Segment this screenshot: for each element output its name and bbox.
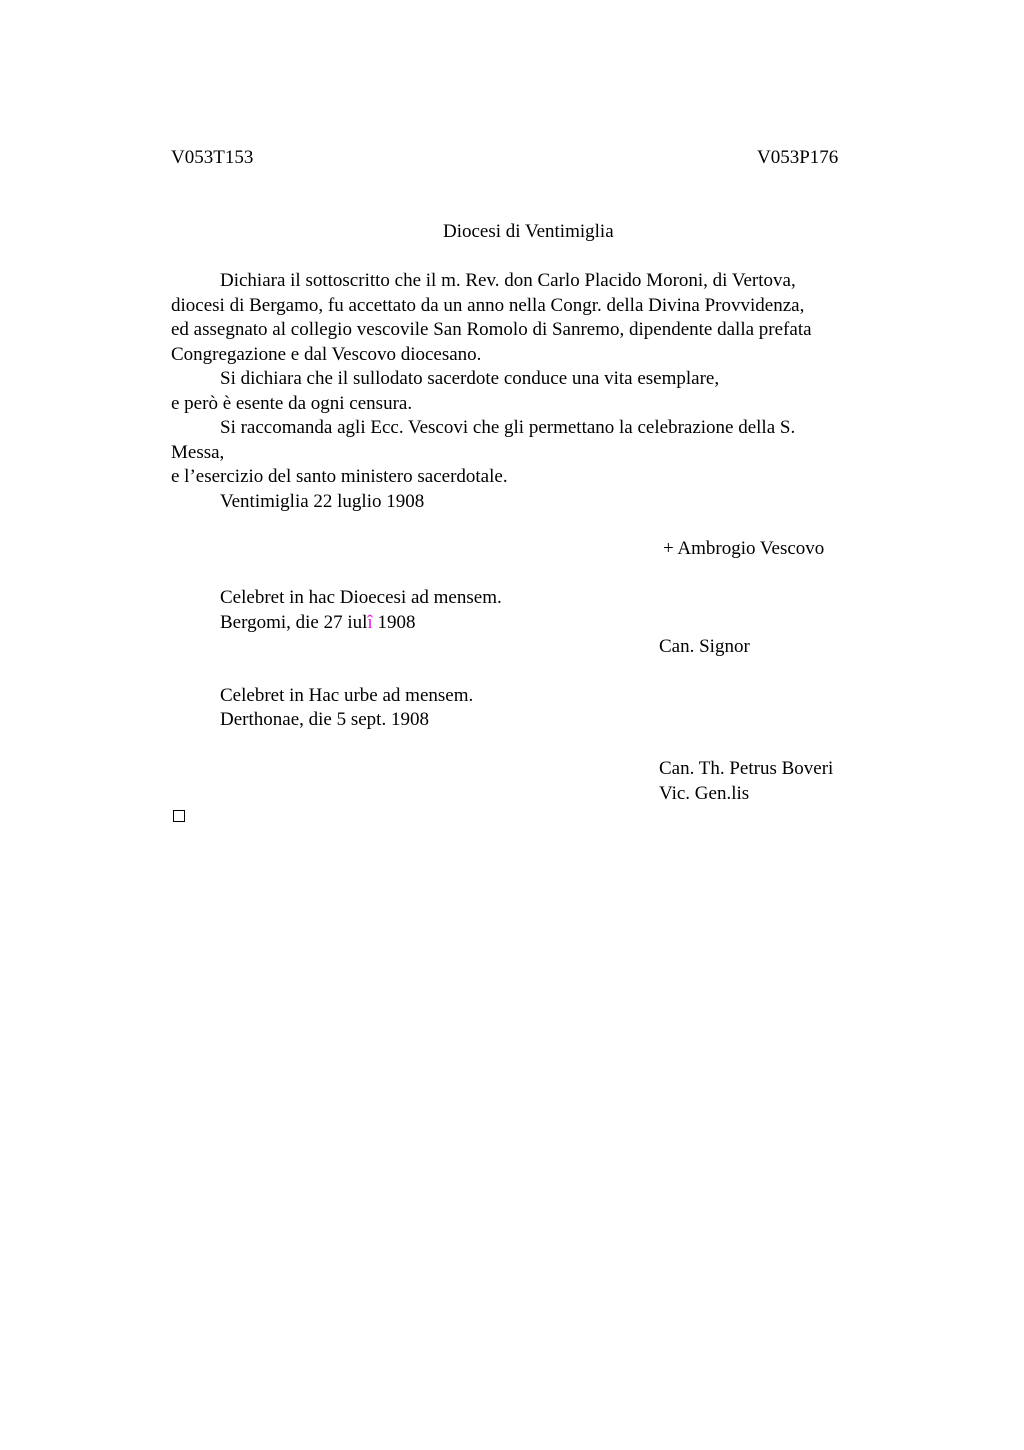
declaration-body [171,269,871,514]
celebret-1-date-text: Bergomi, die 27 iul [220,612,368,633]
celebret-1-line1: Celebret in hac Dioecesi ad mensem. [220,587,502,608]
celebret-2-signature-name: Can. Th. Petrus Boveri [659,758,834,779]
date-line: Ventimiglia 22 luglio 1908 [220,490,425,512]
header-right-code: V053P176 [757,147,839,168]
body-line: Si dichiara che il sullodato sacerdote conduce una vita esemplare, [220,368,720,389]
celebret-1-year: 1908 [372,612,416,633]
body-line: e però è esente da ogni censura. [171,392,413,414]
celebret-1-signature: Can. Signor [659,636,750,657]
header-left-code: V053T153 [171,147,254,168]
body-line: diocesi di Bergamo, fu accettato da un anno nella Congr. della Divina Provvidenza, [171,294,805,316]
body-line: Dichiara il sottoscritto che il m. Rev. don Carlo Placido Moroni, di Vertova, [220,270,796,291]
bishop-signature: + Ambrogio Vescovo [663,538,825,559]
celebret-1-line2 [220,611,415,635]
celebret-2-line1: Celebret in Hac urbe ad mensem. [220,685,474,706]
celebret-2-signature-title: Vic. Gen.lis [659,783,750,804]
body-line: ed assegnato al collegio vescovile San Romolo di Sanremo, dipendente dalla prefata [171,319,812,340]
body-line: Messa, [171,441,225,463]
body-line: e l’esercizio del santo ministero sacerdotale. [171,466,508,487]
document-title: Diocesi di Ventimiglia [443,221,614,242]
celebret-2-line2: Derthonae, die 5 sept. 1908 [220,709,429,730]
body-line: Si raccomanda agli Ecc. Vescovi che gli permettano la celebrazione della S. [220,417,796,438]
empty-square-icon [173,810,185,822]
body-line: Congregazione e dal Vescovo diocesano. [171,343,482,365]
accent-character: î [367,612,373,633]
